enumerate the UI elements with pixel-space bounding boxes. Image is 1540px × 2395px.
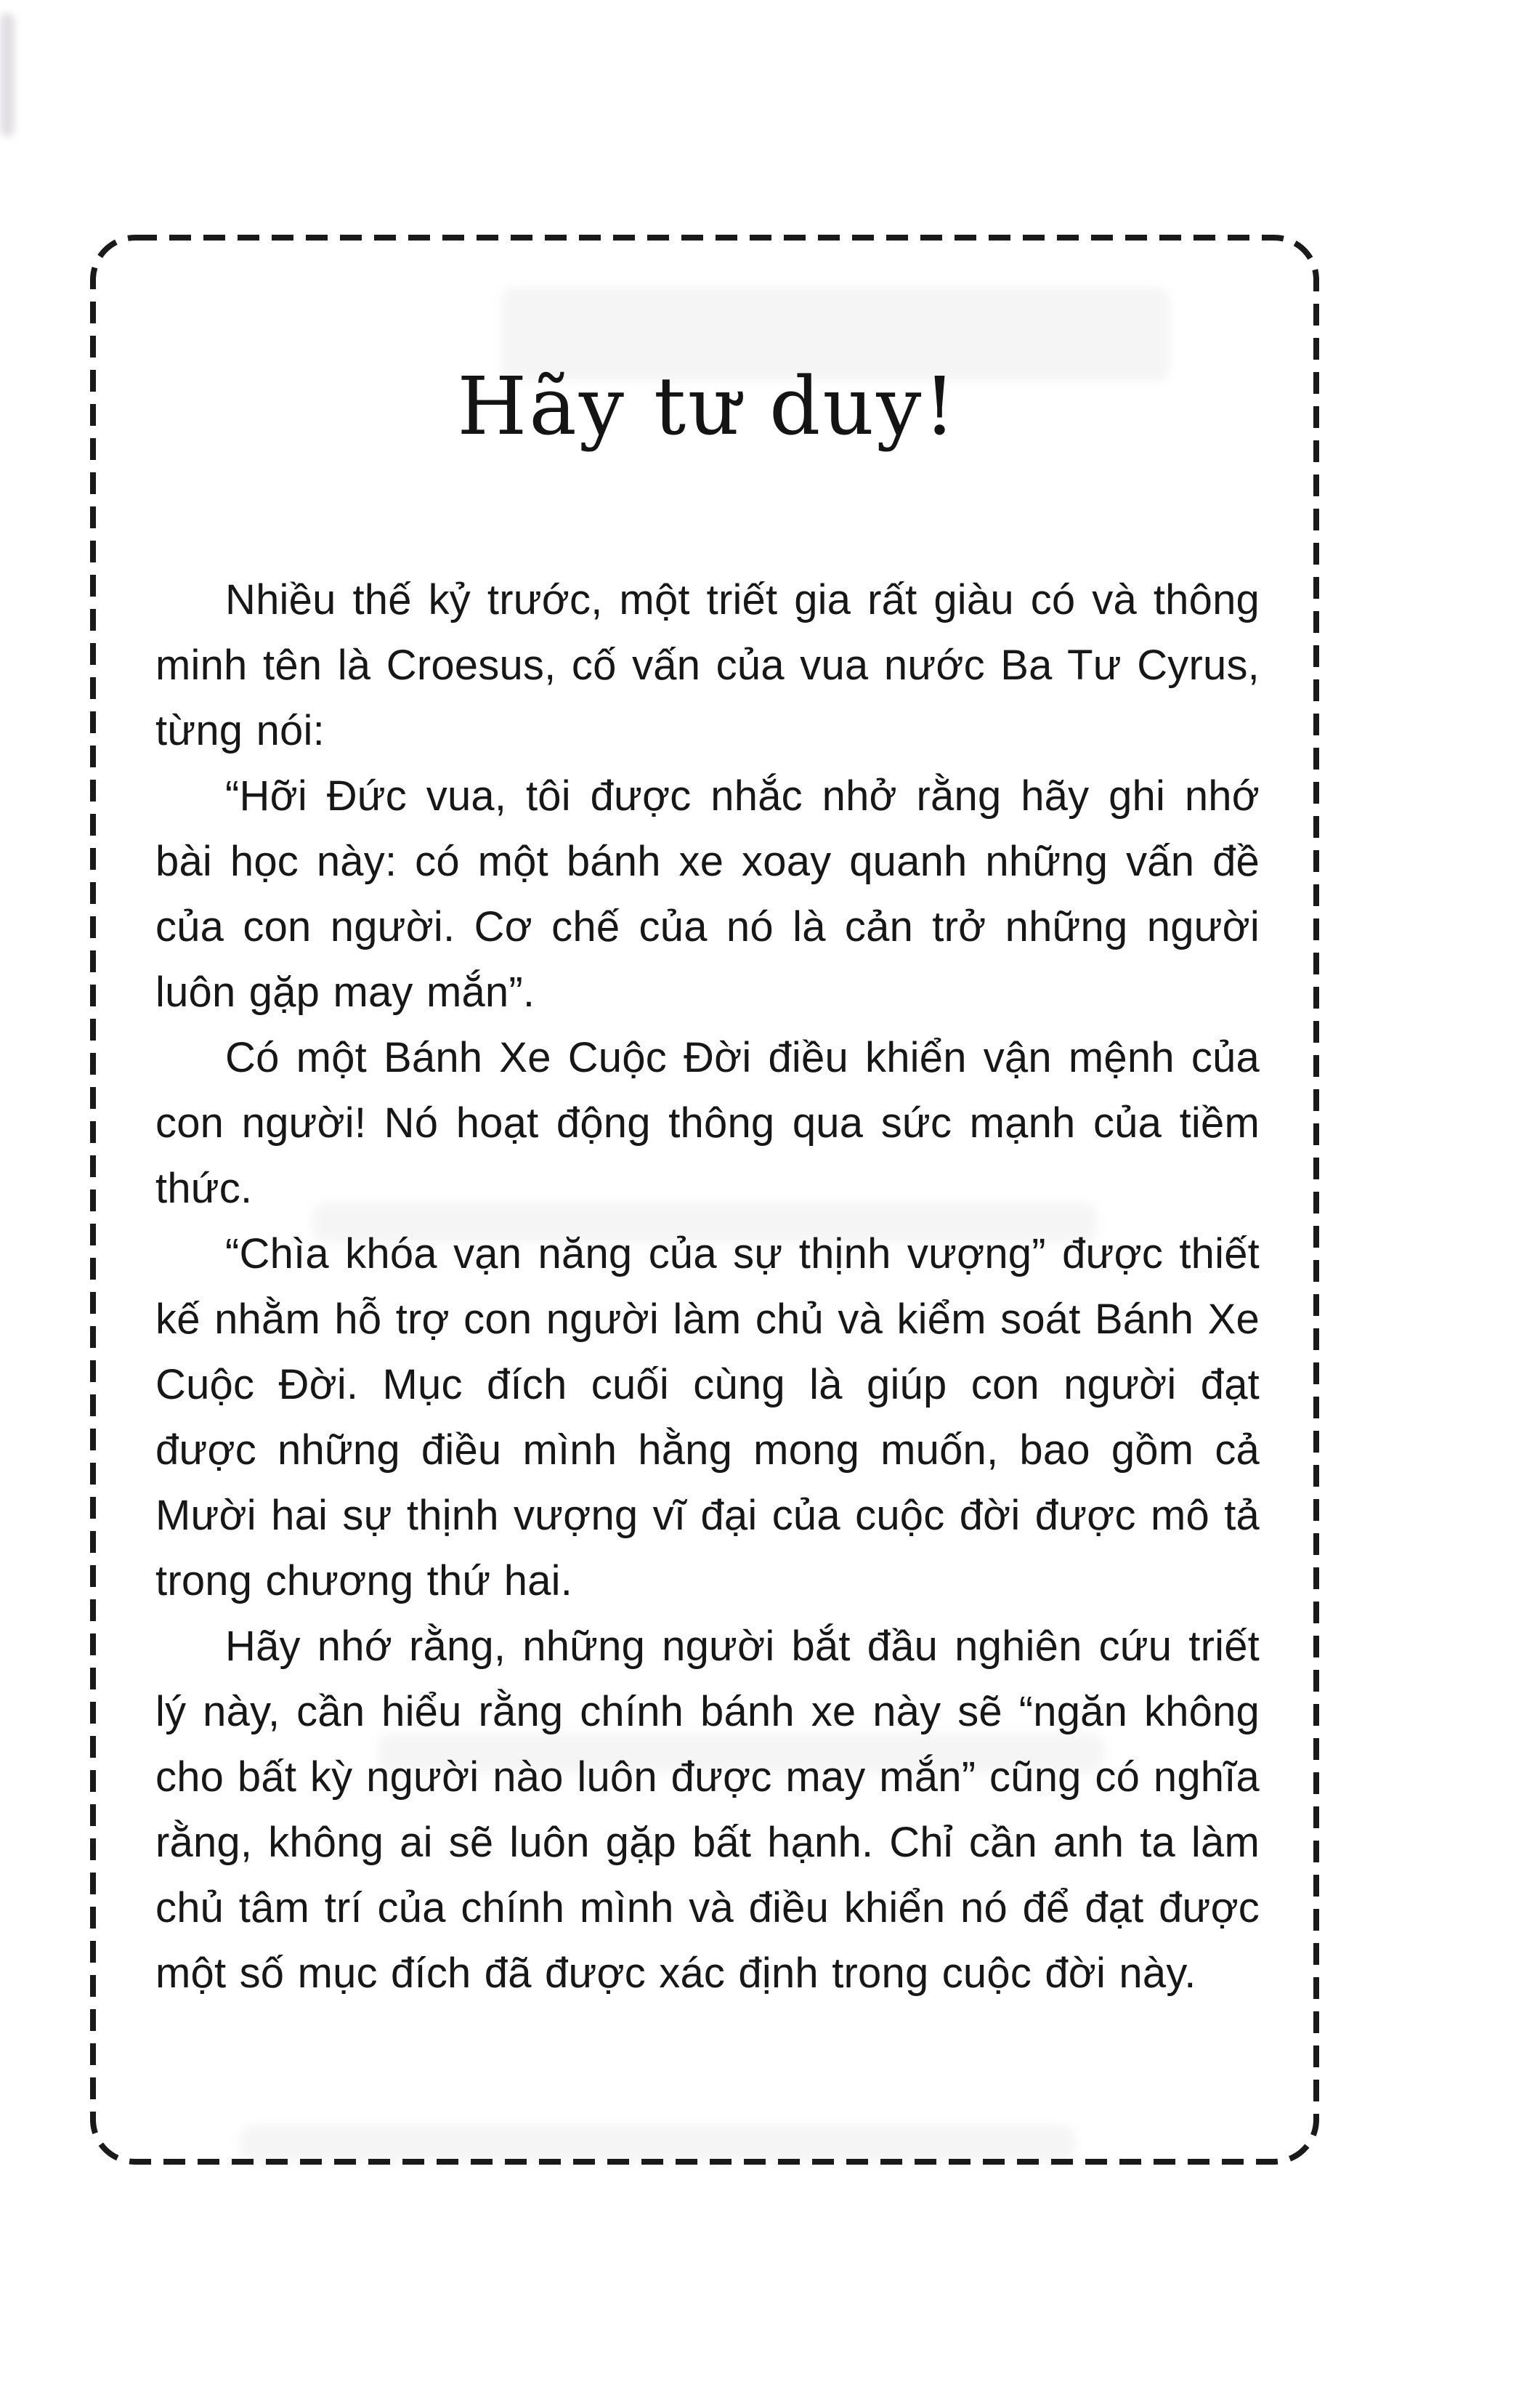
paragraph: “Hỡi Đức vua, tôi được nhắc nhở rằng hãy ghi nhớ bài học này: có một bánh xe xoay quanh những vấn đề của con người. Cơ chế của nó là cản trở những người luôn gặp may mắn”. bbox=[155, 772, 1260, 1016]
chapter-content bbox=[93, 238, 1316, 2162]
body-text bbox=[155, 568, 1260, 2006]
paragraph: Hãy nhớ rằng, những người bắt đầu nghiên cứu triết lý này, cần hiểu rằng chính bánh xe này sẽ “ngăn không cho bất kỳ người nào luôn được may mắn” cũng có nghĩa rằng, không ai sẽ luôn gặp bất hạnh. Chỉ cần anh ta làm chủ tâm trí của chính mình và điều khiển nó để đạt được một số mục đích đã được xác định trong cuộc đời này. bbox=[155, 1623, 1260, 1997]
chapter-title: Hãy tư duy! bbox=[457, 360, 958, 453]
scan-edge-smudge bbox=[0, 13, 15, 137]
paragraph: “Chìa khóa vạn năng của sự thịnh vượng” được thiết kế nhằm hỗ trợ con người làm chủ và kiểm soát Bánh Xe Cuộc Đời. Mục đích cuối cùng là giúp con người đạt được những điều mình hằng mong muốn, bao gồm cả Mười hai sự thịnh vượng vĩ đại của cuộc đời được mô tả trong chương thứ hai. bbox=[155, 1230, 1260, 1604]
paragraph: Nhiều thế kỷ trước, một triết gia rất giàu có và thông minh tên là Croesus, cố vấn của vua nước Ba Tư Cyrus, từng nói: bbox=[155, 576, 1260, 754]
paragraph: Có một Bánh Xe Cuộc Đời điều khiển vận mệnh của con người! Nó hoạt động thông qua sức mạnh của tiềm thức. bbox=[155, 1034, 1260, 1212]
